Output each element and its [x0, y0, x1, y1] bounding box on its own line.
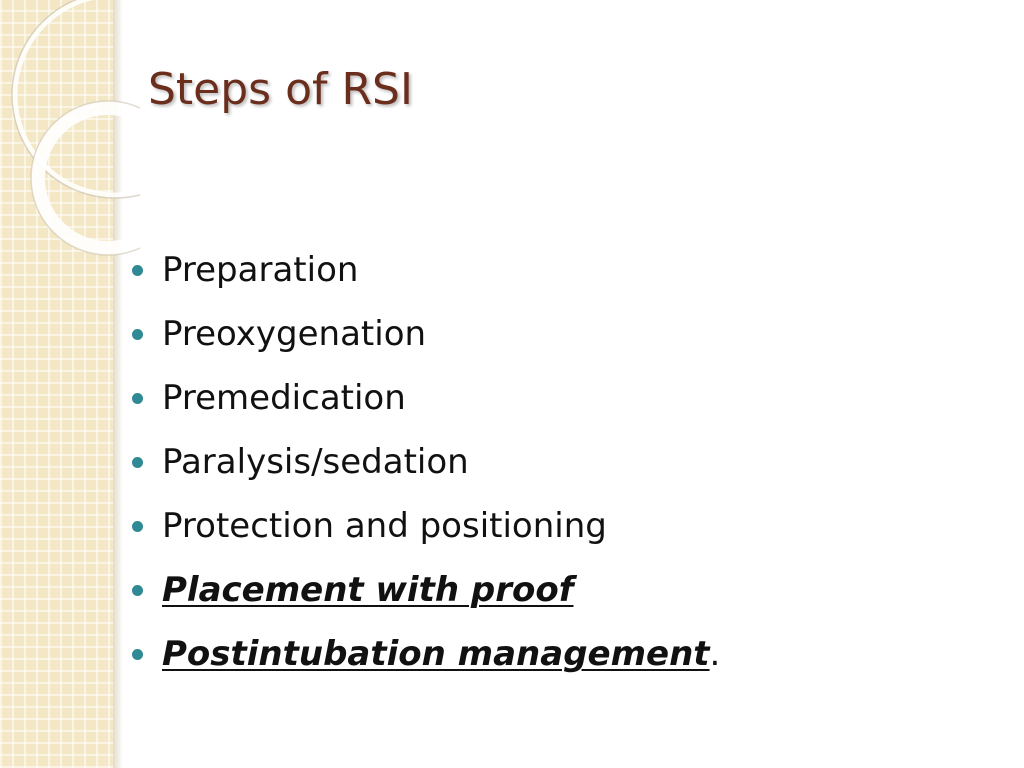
- bullet-text: Protection and positioning: [162, 506, 607, 546]
- bullet-item-postintubation-management: [132, 622, 720, 686]
- bullet-text: Preoxygenation: [162, 314, 427, 354]
- bullet-text: Preparation: [162, 250, 359, 290]
- bullet-suffix: .: [709, 634, 721, 674]
- bullet-item-placement-with-proof: [132, 558, 720, 622]
- bullet-dot-icon: [132, 265, 143, 276]
- bullet-item-preparation: [132, 238, 720, 302]
- bullet-text: Paralysis/sedation: [162, 442, 469, 482]
- bullet-text-emphasized: Placement with proof: [162, 570, 574, 610]
- bullet-dot-icon: [132, 585, 143, 596]
- bullet-list: [132, 238, 720, 686]
- bullet-text: Premedication: [162, 378, 406, 418]
- bullet-dot-icon: [132, 521, 143, 532]
- bullet-item-premedication: [132, 366, 720, 430]
- bullet-dot-icon: [132, 649, 143, 660]
- lower-ring-outline: [31, 101, 140, 255]
- bullet-dot-icon: [132, 457, 143, 468]
- bullet-dot-icon: [132, 329, 143, 340]
- bullet-item-preoxygenation: [132, 302, 720, 366]
- decorative-rings: [0, 0, 140, 260]
- bullet-dot-icon: [132, 393, 143, 404]
- bullet-item-paralysis-sedation: [132, 430, 720, 494]
- bullet-text-emphasized: Postintubation management: [162, 634, 710, 674]
- bullet-item-protection-positioning: [132, 494, 720, 558]
- slide-title: Steps of RSI: [148, 64, 413, 115]
